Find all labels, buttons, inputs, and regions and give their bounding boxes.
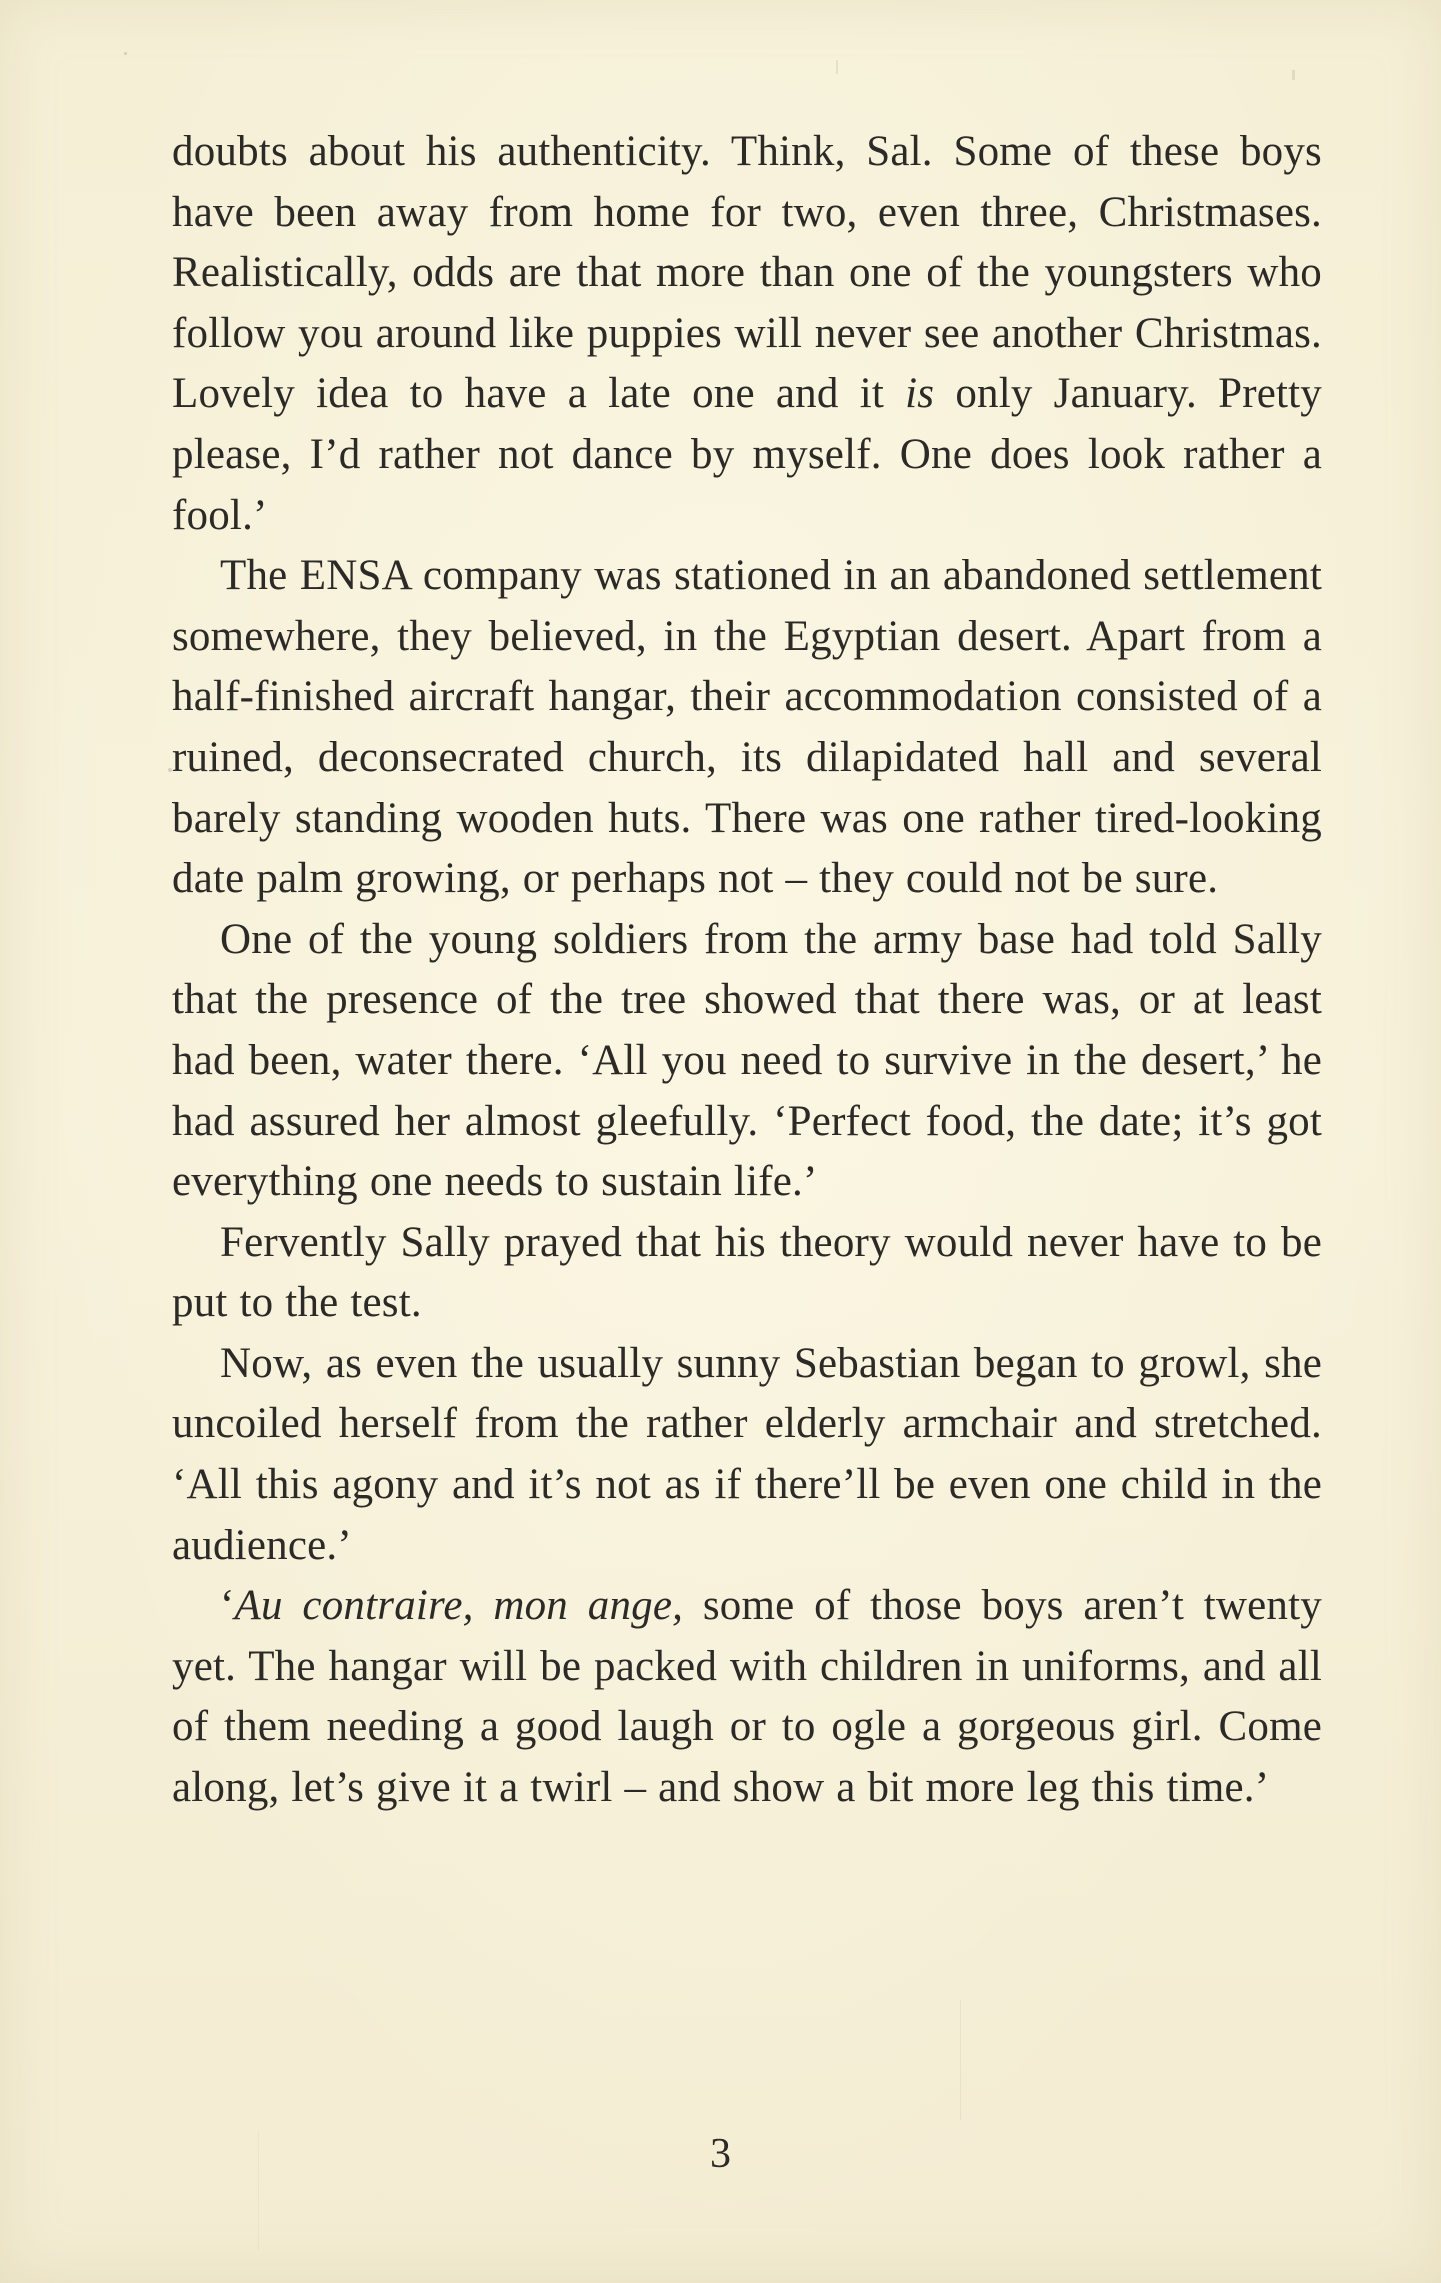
paragraph <box>172 546 1322 910</box>
paragraph <box>172 1213 1322 1334</box>
paper-speck <box>836 60 838 74</box>
paragraph-text: only January. Pretty please, I’d rather not dance by myself. One does look rather a fool.’ <box>172 370 1322 539</box>
paragraph <box>172 122 1322 546</box>
paragraph <box>172 1334 1322 1576</box>
paragraph <box>172 910 1322 1213</box>
paragraph-text: One of the young soldiers from the army base had told Sally that the presence of the tree showed that there was, or at least had been, water there. ‘All you need to survive in the desert,’ he had assured her almost gleefully. ‘Perfect food, the date; it’s got everything one needs to sustain life.’ <box>172 915 1322 1206</box>
paper-speck <box>1292 70 1295 80</box>
paragraph <box>172 1576 1322 1818</box>
paragraph-text: Now, as even the usually sunny Sebastian began to growl, she uncoiled herself from the rather elderly armchair and stretched. ‘All this agony and it’s not as if there’ll be even one child in the audience.’ <box>172 1339 1322 1569</box>
paragraph-text: doubts about his authenticity. Think, Sal. Some of these boys have been away from home for two, even three, Christmases. Realistically, odds are that more than one of the youngsters who follow you around like puppies will never see another Christmas. Lovely idea to have a late one and it <box>172 128 1322 418</box>
paper-speck <box>960 2000 961 2120</box>
paragraph-text: Fervently Sally prayed that his theory would never have to be put to the test. <box>172 1218 1322 1327</box>
italic-text: Au contraire, mon ange, <box>234 1582 684 1630</box>
page-number: 3 <box>710 2131 731 2177</box>
italic-text: is <box>905 370 935 418</box>
body-text <box>172 122 1322 1819</box>
paragraph-text: ‘ <box>220 1582 235 1630</box>
paragraph-text: some of those boys aren’t twenty yet. The hangar will be packed with children in uniforms, and all of them needing a good laugh or to ogle a gorgeous girl. Come along, let’s give it a twirl – and show a bit more leg this time.’ <box>172 1582 1322 1812</box>
paper-speck <box>124 52 127 55</box>
paragraph-text: The ENSA company was stationed in an abandoned settlement somewhere, they believed, in the Egyptian desert. Apart from a half-finished aircraft hangar, their accommodation consisted of a ruined, deconsecrated church, its dilapidated hall and several barely standing wooden huts. There was one rather tired-looking date palm growing, or perhaps not – they could not be sure. <box>172 552 1322 903</box>
